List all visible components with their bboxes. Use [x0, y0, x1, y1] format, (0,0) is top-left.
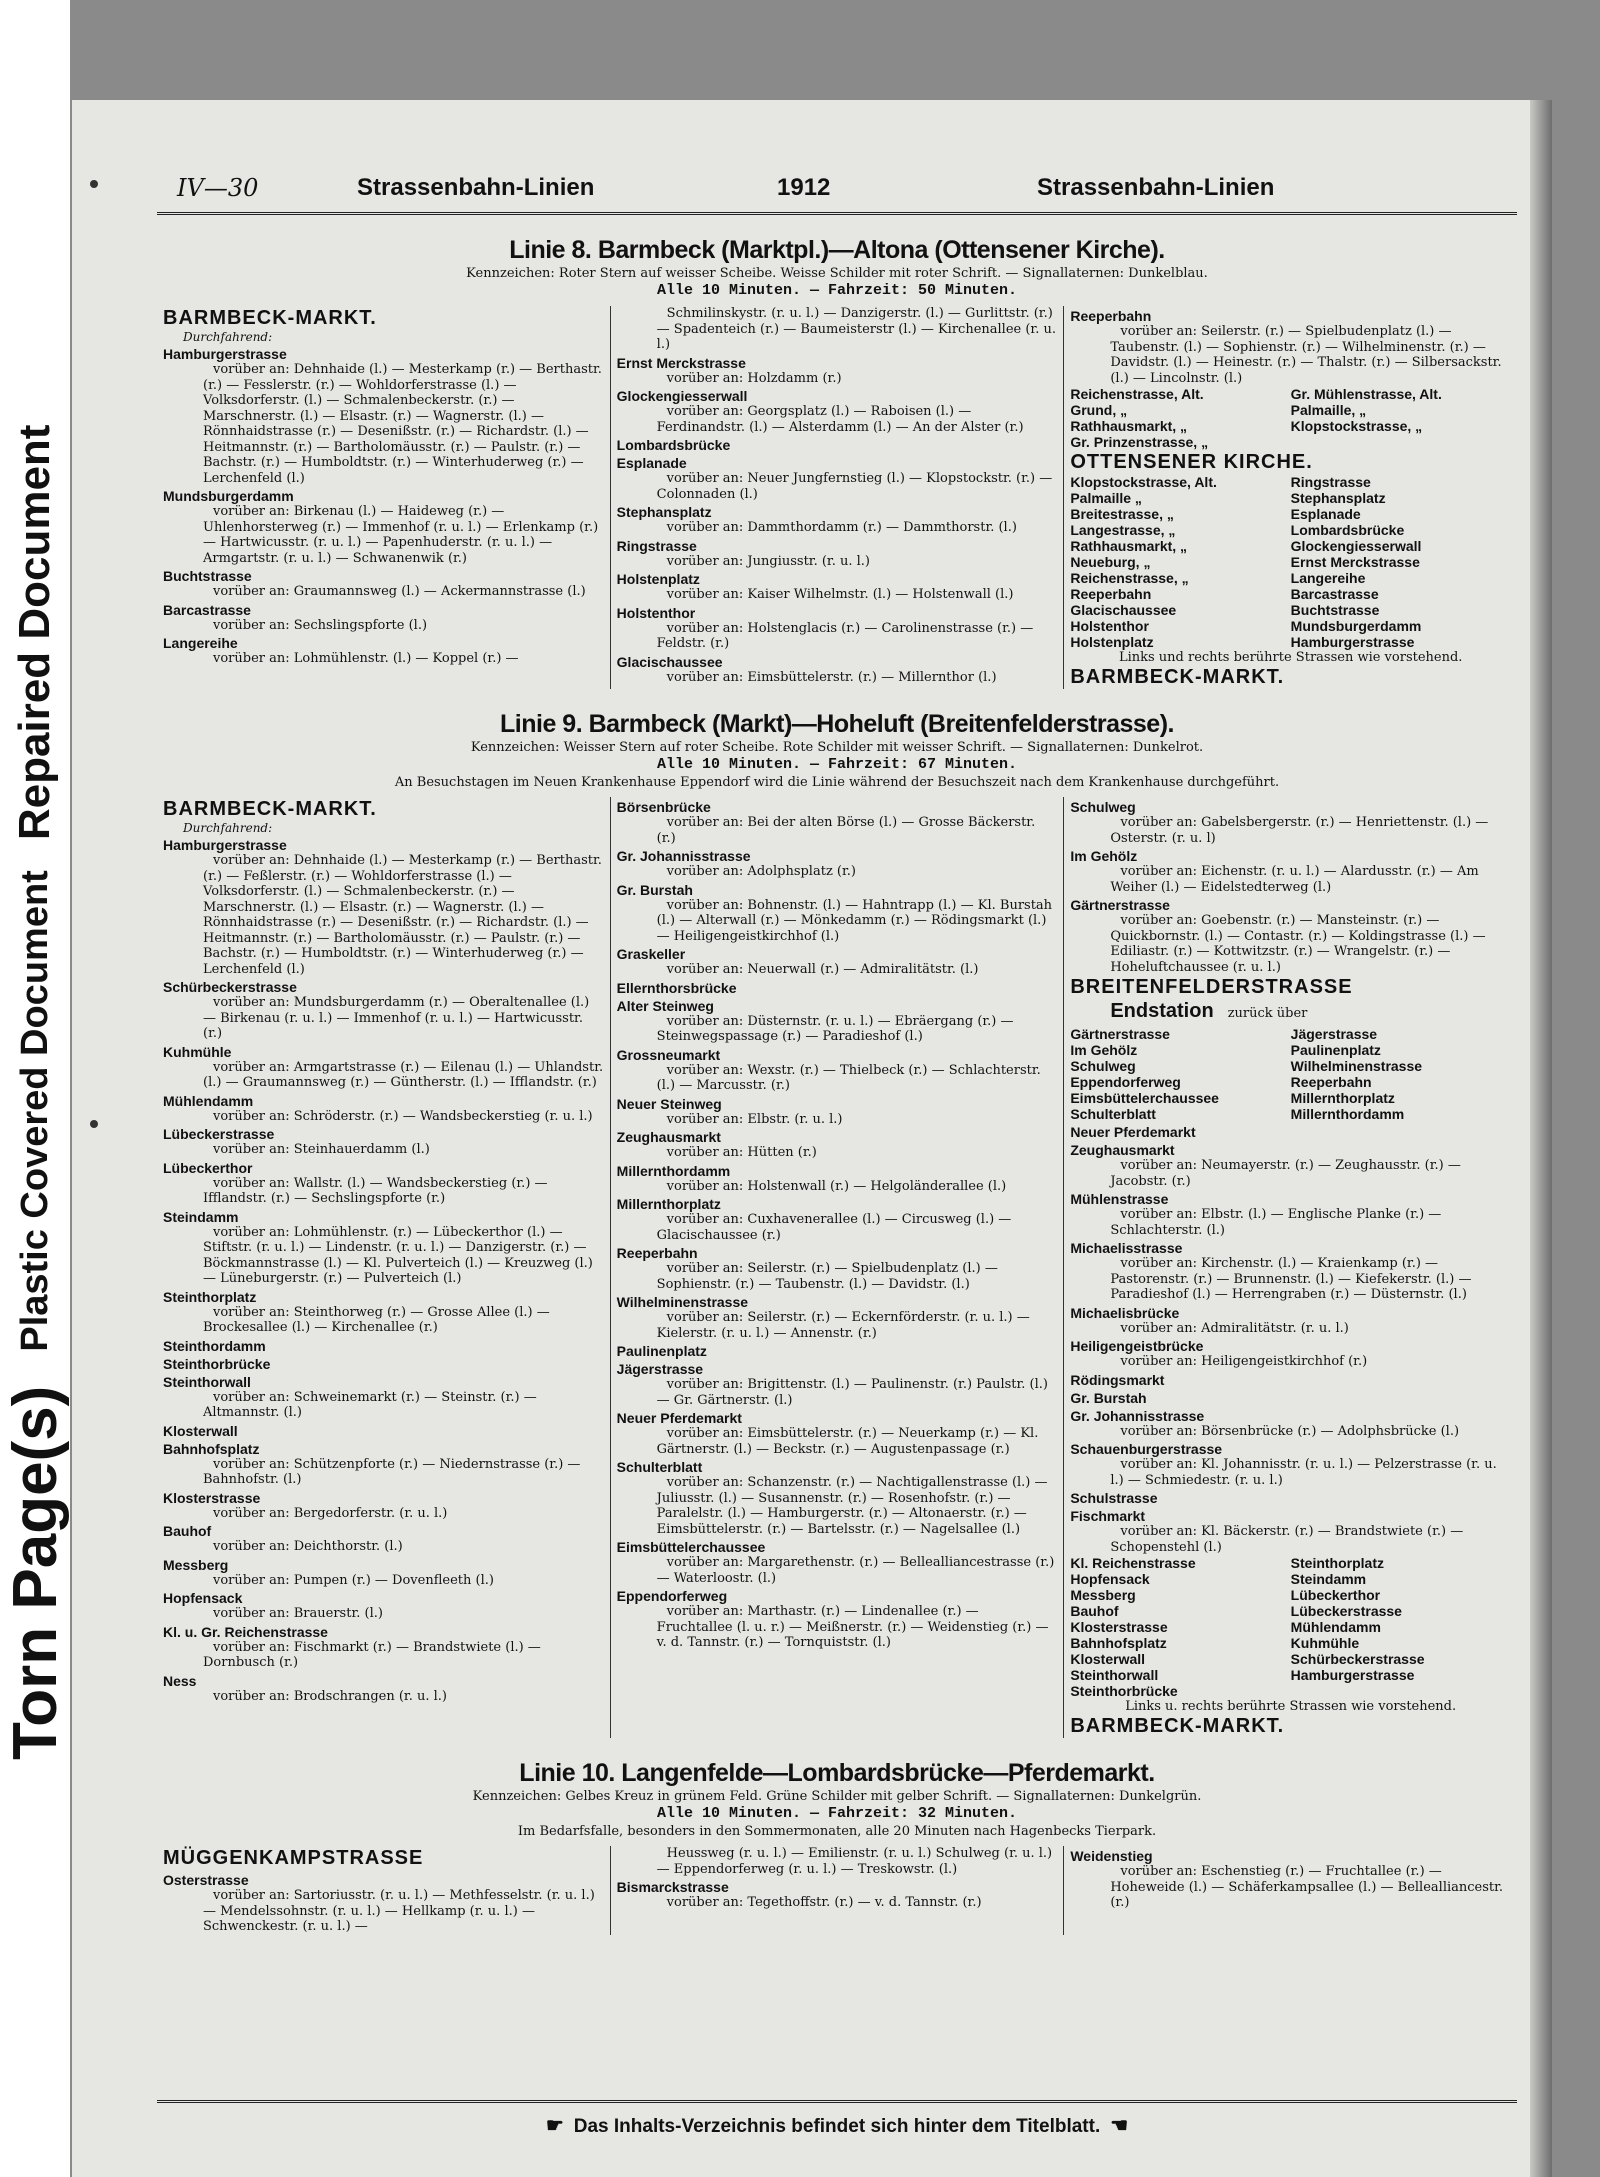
line-9-return-streets-2: [1070, 1555, 1511, 1699]
grid-street: Ernst Merckstrasse: [1290, 554, 1420, 570]
grid-street: Langestrasse, „: [1070, 522, 1176, 538]
street-name: Buchtstrasse: [163, 568, 252, 584]
street-passes: vorüber an: Birkenau (l.) — Haideweg (r.) — Uhlenhorsterweg (r.) — Immenhof (r. u. l.) — Erlenkamp (r.) — Hartwicusstr. (r. u. l.) — Papenhuderstr. (r. u. l.) — Armgartstr. (r. u. l.) — Schwanenwik (r.): [203, 504, 599, 566]
street-passes: vorüber an: Seilerstr. (r.) — Eckernförderstr. (r. u. l.) — Kielerstr. (r. u. l.) — Annenstr. (r.): [656, 1310, 1030, 1341]
line-9-col-3: [1063, 797, 1517, 1738]
street-name: Reeperbahn: [616, 1245, 698, 1261]
grid-street: Glacischaussee: [1070, 602, 1177, 618]
street-passes: vorüber an: Cuxhavenerallee (l.) — Circusweg (l.) — Glacischaussee (r.): [656, 1212, 1012, 1243]
street-name: Hopfensack: [163, 1590, 243, 1606]
grid-street: Mühlendamm: [1290, 1619, 1381, 1635]
street-name: Michaelisbrücke: [1070, 1304, 1180, 1321]
line-8-title: Linie 8. Barmbeck (Marktpl.)—Altona (Ottensener Kirche).: [509, 236, 1165, 264]
durchfahrend-label: Durchfahrend:: [183, 821, 273, 835]
street-name: Holstenplatz: [616, 571, 700, 587]
street-name: Zeughausmarkt: [1070, 1142, 1175, 1158]
line-9-kennzeichen: Kennzeichen: Weisser Stern auf roter Scheibe. Rote Schilder mit weisser Schrift. — Signallaternen: Dunkelrot.: [470, 740, 1204, 755]
street-name: Kl. u. Gr. Reichenstrasse: [163, 1623, 328, 1640]
street-name: Hamburgerstrasse: [163, 346, 287, 362]
grid-street: Messberg: [1070, 1587, 1136, 1603]
street-passes: vorüber an: Goebenstr. (r.) — Mansteinstr. (r.) — Quickbornstr. (l.) — Contastr. (r.) — Koldingstrasse (l.) — Ediliastr. (r.) — Kottwitzstr. (r.) — Wrangelstr. (r.) — Hoheluftchaussee (r. u. l.): [1110, 913, 1486, 975]
grid-street: Paulinenplatz: [1290, 1042, 1381, 1058]
grid-street: Grund, „: [1070, 402, 1128, 418]
line-9-final-stop: BARMBECK-MARKT.: [1070, 1715, 1285, 1737]
street-passes: vorüber an: Bergedorferstr. (r. u. l.): [213, 1505, 448, 1521]
street-name: Steinthordamm: [163, 1337, 266, 1354]
grid-street: Palmaille, „: [1290, 402, 1367, 418]
street-passes: vorüber an: Schanzenstr. (r.) — Nachtigallenstrasse (l.) — Juliusstr. (l.) — Susannenstr. (r.) — Rosenhofstr. (r.) — Paralelstr. (l.) — Hamburgerstr. (r.) — Altonaerstr. (r.) — Eimsbüttelerstr. (r.) — Bartelsstr. (r.) — Nagelsallee (l.): [656, 1475, 1048, 1537]
street-name: Schulstrasse: [1070, 1490, 1158, 1506]
grid-street: Klosterwall: [1070, 1651, 1146, 1667]
grid-street: Langereihe: [1290, 570, 1366, 586]
line-8-col-2: [610, 306, 1064, 689]
grid-street: Mundsburgerdamm: [1290, 618, 1422, 634]
line-10-note: Im Bedarfsfalle, besonders in den Sommermonaten, alle 20 Minuten nach Hagenbecks Tierpark.: [517, 1824, 1157, 1839]
street-passes: vorüber an: Dammthordamm (r.) — Dammthorstr. (l.): [666, 520, 1017, 535]
grid-street: Steinthorplatz: [1290, 1555, 1385, 1571]
line-8-final-stop: BARMBECK-MARKT.: [1070, 666, 1285, 688]
street-passes: vorüber an: Eichenstr. (r. u. l.) — Alardusstr. (r.) — Am Weiher (l.) — Eidelstedterweg (l.): [1110, 864, 1479, 895]
plastic-covered-label: Plastic Covered Document: [13, 870, 56, 1352]
street-name: Börsenbrücke: [616, 799, 711, 815]
street-name: Gärtnerstrasse: [1070, 897, 1170, 913]
street-passes: vorüber an: Brigittenstr. (l.) — Paulinenstr. (r.) Paulstr. (l.) — Gr. Gärtnerstr. (l.): [656, 1377, 1048, 1408]
street-name: Lübeckerstrasse: [163, 1126, 275, 1142]
stop-heading: MÜGGENKAMPSTRASSE: [163, 1847, 424, 1869]
grid-street: Stephansplatz: [1290, 490, 1386, 506]
street-name: Bauhof: [163, 1523, 212, 1539]
line-9-return-streets-1: [1070, 1026, 1511, 1122]
street-passes: vorüber an: Steinthorweg (r.) — Grosse Allee (l.) — Brockesallee (l.) — Kirchenallee (r.): [203, 1304, 550, 1335]
grid-street: Millernthordamm: [1290, 1106, 1405, 1122]
pointing-hand-icon: ☚: [1110, 2115, 1129, 2137]
street-passes: vorüber an: Graumannsweg (l.) — Ackermannstrasse (l.): [213, 584, 586, 599]
line-8-alt-streets: [1070, 386, 1511, 450]
line-10-kennzeichen: Kennzeichen: Gelbes Kreuz in grünem Feld. Grüne Schilder mit gelber Schrift. — Signallaternen: Dunkelgrün.: [472, 1789, 1202, 1804]
street-name: Glockengiesserwall: [616, 388, 748, 404]
grid-street: Reeperbahn: [1070, 586, 1152, 602]
street-name: Gr. Johannisstrasse: [1070, 1407, 1205, 1424]
street-name: Esplanade: [616, 455, 687, 471]
street-passes: vorüber an: Hütten (r.): [666, 1145, 817, 1160]
line-9-endstation: [1070, 999, 1511, 1026]
street-passes: Schmilinskystr. (r. u. l.) — Danzigerstr. (l.) — Gurlittstr. (r.) — Spadenteich (r.) — Baumeisterstr (l.) — Kirchenallee (r. u. l.): [656, 306, 1056, 352]
street-passes: vorüber an: Deichthorstr. (l.): [213, 1539, 403, 1554]
grid-street: Wilhelminenstrasse: [1290, 1058, 1423, 1074]
street-name: Gr. Burstah: [1070, 1389, 1147, 1406]
street-name: Weidenstieg: [1070, 1848, 1153, 1864]
street-passes: vorüber an: Holzdamm (r.): [666, 370, 842, 386]
street-name: Eppendorferweg: [616, 1588, 728, 1604]
line-9-col-3-mid: [1070, 1124, 1511, 1555]
street-passes: vorüber an: Admiralitätstr. (r. u. l.): [1120, 1320, 1349, 1336]
header-left-title: Strassenbahn-Linien: [357, 174, 595, 201]
street-passes: vorüber an: Schützenpforte (r.) — Niedernstrasse (r.) — Bahnhofstr. (l.): [203, 1456, 581, 1487]
street-passes: vorüber an: Georgsplatz (l.) — Raboisen (l.) — Ferdinandstr. (l.) — Alsterdamm (l.) — An der Alster (r.): [656, 404, 1024, 435]
grid-street: Klopstockstrasse, „: [1290, 418, 1423, 434]
street-passes: vorüber an: Armgartstrasse (r.) — Eilenau (l.) — Uhlandstr. (l.) — Graumannsweg (r.) — Güntherstr. (l.) — Ifflandstr. (r.): [203, 1059, 604, 1090]
street-name: Schulterblatt: [616, 1459, 703, 1475]
line-8-terminus: OTTENSENER KIRCHE.: [1070, 451, 1313, 473]
street-name: Hamburgerstrasse: [163, 837, 287, 853]
street-name: Bismarckstrasse: [616, 1879, 729, 1895]
street-name: Reeperbahn: [1070, 308, 1152, 324]
line-9-title: Linie 9. Barmbeck (Markt)—Hoheluft (Breitenfelderstrasse).: [500, 710, 1174, 738]
grid-street: Hamburgerstrasse: [1290, 634, 1415, 650]
grid-street: Esplanade: [1290, 506, 1361, 522]
street-passes: vorüber an: Margarethenstr. (r.) — Bellealliancestrasse (r.) — Waterloostr. (l.): [656, 1555, 1055, 1586]
repaired-document-label: Repaired Document: [10, 424, 59, 841]
street-name: Langereihe: [163, 635, 238, 651]
street-passes: vorüber an: Mundsburgerdamm (r.) — Oberaltenallee (l.) — Birkenau (r. u. l.) — Immenhof (r. u. l.) — Hartwicusstr. (r.): [203, 995, 590, 1041]
line-8-col-1: [157, 306, 610, 689]
street-passes: vorüber an: Tegethoffstr. (r.) — v. d. Tannstr. (r.): [666, 1895, 982, 1910]
grid-street: Steinthorwall: [1070, 1667, 1159, 1683]
grid-street: Schürbeckerstrasse: [1290, 1651, 1425, 1667]
street-passes: vorüber an: Marthastr. (r.) — Lindenallee (r.) — Fruchtallee (l. u. r.) — Meißnerstr. (r.) — Weidenstieg (r.) — v. d. Tannstr. (r.) — Tornquiststr. (l.): [656, 1604, 1049, 1650]
street-passes: vorüber an: Steinhauerdamm (l.): [213, 1142, 430, 1157]
grid-street: Bahnhofsplatz: [1070, 1635, 1167, 1651]
line-8-col-3: [1063, 306, 1517, 689]
stop-heading: BARMBECK-MARKT.: [163, 307, 377, 329]
page-footer: [157, 2100, 1517, 2138]
street-name: Holstenthor: [616, 604, 696, 621]
line-10-col-2: [610, 1846, 1064, 1935]
page-header: [157, 170, 1517, 215]
line-8-return-note: Links und rechts berührte Strassen wie vorstehend.: [1118, 650, 1463, 665]
grid-street: Breitestrasse, „: [1070, 506, 1174, 522]
grid-street: Rathhausmarkt, „: [1070, 418, 1188, 434]
street-passes: vorüber an: Holstenglacis (r.) — Carolinenstrasse (r.) — Feldstr. (r.): [656, 620, 1034, 651]
footer-text: Das Inhalts-Verzeichnis befindet sich hinter dem Titelblatt.: [573, 2116, 1101, 2137]
street-passes: vorüber an: Wallstr. (l.) — Wandsbeckerstieg (r.) — Ifflandstr. (r.) — Sechslingspforte (r.): [203, 1175, 548, 1206]
street-passes: vorüber an: Düsternstr. (r. u. l.) — Ebräergang (r.) — Steinwegspassage (r.) — Paradieshof (l.): [656, 1013, 1014, 1044]
grid-street: Steinthorbrücke: [1070, 1683, 1178, 1699]
street-name: Steinthorbrücke: [163, 1355, 271, 1372]
street-name: Rödingsmarkt: [1070, 1371, 1165, 1388]
grid-street: Bauhof: [1070, 1603, 1119, 1619]
line-8-kennzeichen: Kennzeichen: Roter Stern auf weisser Scheibe. Weisse Schilder mit roter Schrift. — Signallaternen: Dunkelblau.: [466, 266, 1208, 281]
street-name: Eimsbüttelerchaussee: [616, 1539, 766, 1555]
line-9-return-note: Links u. rechts berührte Strassen wie vorstehend.: [1125, 1699, 1457, 1714]
street-passes: Heussweg (r. u. l.) — Emilienstr. (r. u. l.) Schulweg (r. u. l.) — Eppendorferweg (r. u. l.) — Treskowstr. (l.): [656, 1846, 1053, 1877]
street-name: Neuer Steinweg: [616, 1095, 722, 1112]
street-passes: vorüber an: Kirchenstr. (l.) — Kraienkamp (r.) — Pastorenstr. (r.) — Brunnenstr. (l.) — Kiefekerstr. (l.) — Paradieshof (l.) — Herrengraben (r.) — Düsternstr. (l.): [1110, 1256, 1472, 1302]
street-name: Mundsburgerdamm: [163, 488, 294, 504]
street-name: Steinthorwall: [163, 1373, 251, 1390]
stop-heading: BARMBECK-MARKT.: [163, 798, 377, 820]
grid-street: Hopfensack: [1070, 1571, 1150, 1587]
street-name: Neuer Pferdemarkt: [616, 1410, 742, 1426]
street-name: Klosterstrasse: [163, 1489, 261, 1506]
street-passes: vorüber an: Dehnhaide (l.) — Mesterkamp (r.) — Berthastr. (r.) — Fesslerstr. (r.) — Wohldorferstrasse (l.) — Volksdorferstr. (l.) — Schmalenbeckerstr. (r.) — Marschnerstr. (l.) — Elsastr. (r.) — Wagnerstr. (l.) — Rönnhaidstrasse (r.) — Desenißstr. (r.) — Richardstr. (l.) — Heitmannstr. (r.) — Bartholomäusstr. (r.) — Paulstr. (r.) — Bachstr. (r.) — Humboldtstr. (r.) — Winterhuderweg (r.) — Lerchenfeld (l.): [203, 362, 602, 486]
grid-street: Eimsbüttelerchaussee: [1070, 1090, 1219, 1106]
street-name: Kuhmühle: [163, 1043, 232, 1060]
grid-street: Eppendorferweg: [1070, 1074, 1181, 1090]
street-name: Gr. Burstah: [616, 881, 693, 898]
street-passes: vorüber an: Seilerstr. (r.) — Spielbudenplatz (l.) — Sophienstr. (r.) — Taubenstr. (l.) — Davidstr. (l.): [656, 1261, 998, 1292]
street-passes: vorüber an: Lohmühlenstr. (r.) — Lübeckerthor (l.) — Stiftstr. (r. u. l.) — Lindenstr. (r. u. l.) — Danzigerstr. (r.) — Böckmannstrasse (l.) — Kl. Pulverteich (l.) — Kreuzweg (l.) — Lüneburgerstr. (r.) — Pulverteich (l.): [203, 1224, 593, 1286]
street-passes: vorüber an: Brodschrangen (r. u. l.): [213, 1688, 447, 1704]
street-name: Messberg: [163, 1556, 229, 1573]
line-10-section: [157, 1758, 1517, 1935]
street-passes: vorüber an: Sartoriusstr. (r. u. l.) — Methfesselstr. (r. u. l.) — Mendelssohnstr. (r. u. l.) — Hellkamp (r. u. l.) — Schwenckestr. (r. u. l.) —: [203, 1888, 595, 1934]
street-passes: vorüber an: Neuerwall (r.) — Admiralitätstr. (l.): [666, 962, 979, 977]
grid-street: Holstenplatz: [1070, 634, 1154, 650]
endstation-note: zurück über: [1227, 1006, 1308, 1021]
street-passes: vorüber an: Jungiusstr. (r. u. l.): [666, 553, 870, 569]
line-9-frequency: Alle 10 Minuten. — Fahrzeit: 67 Minuten.: [656, 756, 1018, 773]
street-name: Im Gehölz: [1070, 848, 1138, 864]
street-name: Grossneumarkt: [616, 1046, 721, 1063]
street-name: Michaelisstrasse: [1070, 1240, 1183, 1256]
punch-hole-icon: [90, 180, 98, 188]
grid-street: Buchtstrasse: [1290, 602, 1380, 618]
grid-street: Glockengiesserwall: [1290, 538, 1422, 554]
line-10-title: Linie 10. Langenfelde—Lombardsbrücke—Pferdemarkt.: [519, 1759, 1155, 1787]
line-9-note: An Besuchstagen im Neuen Krankenhause Eppendorf wird die Linie während der Besuchszeit nach dem Krankenhause durchgeführt.: [394, 775, 1280, 790]
street-name: Schauenburgerstrasse: [1070, 1441, 1223, 1457]
grid-street: Neueburg, „: [1070, 554, 1151, 570]
street-name: Ringstrasse: [616, 537, 697, 554]
street-passes: vorüber an: Elbstr. (r. u. l.): [666, 1111, 843, 1127]
street-passes: vorüber an: Neuer Jungfernstieg (l.) — Klopstockstr. (r.) — Colonnaden (l.): [656, 471, 1053, 502]
grid-street: Lombardsbrücke: [1290, 522, 1405, 538]
grid-street: Rathhausmarkt, „: [1070, 538, 1188, 554]
street-passes: vorüber an: Eschenstieg (r.) — Fruchtallee (r.) — Hoheweide (l.) — Schäferkampsallee (l.) — Bellealliancestr. (r.): [1110, 1864, 1504, 1910]
street-passes: vorüber an: Neumayerstr. (r.) — Zeughausstr. (r.) — Jacobstr. (r.): [1110, 1158, 1461, 1189]
street-name: Glacischaussee: [616, 653, 723, 670]
line-8-section: [157, 235, 1517, 689]
page-content: [157, 170, 1517, 2160]
grid-street: Klopstockstrasse, Alt.: [1070, 474, 1217, 490]
grid-street: Barcastrasse: [1290, 586, 1379, 602]
street-name: Heiligengeistbrücke: [1070, 1338, 1204, 1354]
street-passes: vorüber an: Eimsbüttelerstr. (r.) — Millernthor (l.): [666, 669, 997, 685]
street-passes: vorüber an: Heiligengeistkirchhof (r.): [1120, 1354, 1368, 1369]
grid-street: Jägerstrasse: [1290, 1026, 1378, 1042]
grid-street: Reeperbahn: [1290, 1074, 1372, 1090]
street-passes: vorüber an: Bohnenstr. (l.) — Hahntrapp (l.) — Kl. Burstah (l.) — Alterwall (r.) — Mönkedamm (r.) — Rödingsmarkt (l.) — Heiligengeistkirchhof (l.): [656, 897, 1053, 944]
street-name: Stephansplatz: [616, 504, 712, 520]
street-name: Mühlendamm: [163, 1092, 254, 1109]
street-name: Ernst Merckstrasse: [616, 354, 746, 371]
street-name: Barcastrasse: [163, 601, 251, 618]
grid-street: Schulterblatt: [1070, 1106, 1156, 1122]
line-10-col-3: [1063, 1846, 1517, 1935]
header-year: 1912: [777, 174, 831, 201]
line-9-col-2: [610, 797, 1064, 1738]
grid-street: Palmaille „: [1070, 490, 1142, 506]
street-name: Steindamm: [163, 1208, 239, 1225]
grid-street: Kuhmühle: [1290, 1635, 1360, 1651]
line-9-section: [157, 709, 1517, 1738]
street-name: Jägerstrasse: [616, 1361, 704, 1377]
grid-street: Klosterstrasse: [1070, 1619, 1168, 1635]
street-passes: vorüber an: Pumpen (r.) — Dovenfleeth (l.): [213, 1572, 494, 1588]
street-passes: vorüber an: Wexstr. (r.) — Thielbeck (r.) — Schlachterstr. (l.) — Marcusstr. (r.): [656, 1062, 1041, 1093]
grid-street: Gr. Mühlenstrasse, Alt.: [1290, 386, 1442, 402]
street-passes: vorüber an: Adolphsplatz (r.): [666, 864, 856, 879]
line-9-terminus: BREITENFELDERSTRASSE: [1070, 976, 1353, 998]
pointing-hand-icon: ☛: [545, 2115, 564, 2137]
grid-street: Holstenthor: [1070, 618, 1149, 634]
street-name: Lombardsbrücke: [616, 437, 731, 453]
street-name: Schulweg: [1070, 799, 1136, 815]
street-passes: vorüber an: Fischmarkt (r.) — Brandstwiete (l.) — Dornbusch (r.): [203, 1639, 541, 1670]
street-name: Fischmarkt: [1070, 1508, 1146, 1524]
street-name: Neuer Pferdemarkt: [1070, 1124, 1196, 1140]
grid-street: Kl. Reichenstrasse: [1070, 1555, 1196, 1571]
street-name: Paulinenplatz: [616, 1343, 707, 1359]
torn-pages-label: Torn Page(s): [0, 1385, 70, 1760]
line-10-col-1: [157, 1846, 610, 1935]
street-passes: vorüber an: Gabelsbergerstr. (r.) — Henriettenstr. (l.) — Osterstr. (r. u. l): [1110, 815, 1489, 846]
grid-street: Gärtnerstrasse: [1070, 1026, 1170, 1042]
street-passes: vorüber an: Schweinemarkt (r.) — Steinstr. (r.) — Altmannstr. (l.): [203, 1389, 537, 1420]
grid-street: Reichenstrasse, „: [1070, 570, 1189, 586]
grid-street: Im Gehölz: [1070, 1042, 1138, 1058]
punch-hole-icon: [90, 1120, 98, 1128]
street-name: Bahnhofsplatz: [163, 1440, 260, 1457]
line-9-col-1: [157, 797, 610, 1738]
street-passes: vorüber an: Seilerstr. (r.) — Spielbudenplatz (l.) — Taubenstr. (l.) — Sophienstr. (r.) — Wilhelminenstr. (r.) — Davidstr. (l.) — Heinestr. (r.) — Thalstr. (r.) — Silbersackstr. (l.) — Lincolnstr. (l.): [1110, 324, 1502, 386]
grid-street: Ringstrasse: [1290, 474, 1371, 490]
street-passes: vorüber an: Bei der alten Börse (l.) — Grosse Bäckerstr. (r.): [656, 815, 1036, 846]
line-9-col-3-top: [1070, 799, 1511, 975]
street-name: Ness: [163, 1672, 197, 1689]
street-name: Klosterwall: [163, 1422, 238, 1439]
street-name: Alter Steinweg: [616, 997, 714, 1014]
street-passes: vorüber an: Holstenwall (r.) — Helgoländerallee (l.): [666, 1178, 1007, 1194]
street-passes: vorüber an: Elbstr. (l.) — Englische Planke (r.) — Schlachterstr. (l.): [1110, 1207, 1442, 1238]
line-8-col-3-top: [1070, 308, 1511, 386]
street-name: Schürbeckerstrasse: [163, 979, 297, 995]
street-passes: vorüber an: Dehnhaide (l.) — Mesterkamp (r.) — Berthastr. (r.) — Feßlerstr. (r.) — Wohldorferstrasse (l.) — Volksdorferstr. (l.) — Schmalenbeckerstr. (r.) — Marschnerstr. (l.) — Elsastr. (r.) — Wagnerstr. (l.) — Rönnhaidstrasse (r.) — Desenißstr. (r.) — Richardstr. (l.) — Heitmannstr. (r.) — Bartholomäusstr. (r.) — Paulstr. (r.) — Bachstr. (r.) — Humboldtstr. (r.) — Winterhuderweg (r.) — Lerchenfeld (l.): [203, 853, 602, 977]
street-passes: vorüber an: Brauerstr. (l.): [213, 1606, 383, 1621]
street-name: Zeughausmarkt: [616, 1129, 721, 1145]
street-name: Millernthorplatz: [616, 1196, 721, 1212]
street-name: Ellernthorsbrücke: [616, 979, 737, 996]
street-passes: vorüber an: Sechslingspforte (l.): [213, 617, 428, 633]
grid-street: [1291, 1683, 1511, 1699]
street-name: Millernthordamm: [616, 1162, 731, 1179]
street-name: Gr. Johannisstrasse: [616, 848, 751, 864]
street-passes: vorüber an: Börsenbrücke (r.) — Adolphsbrücke (l.): [1120, 1423, 1460, 1439]
grid-street: [1291, 434, 1511, 450]
line-8-frequency: Alle 10 Minuten. — Fahrzeit: 50 Minuten.: [656, 282, 1018, 299]
endstation-label: Endstation: [1110, 1000, 1214, 1022]
street-passes: vorüber an: Kaiser Wilhelmstr. (l.) — Holstenwall (l.): [666, 587, 1014, 602]
header-right-title: Strassenbahn-Linien: [1037, 174, 1275, 201]
street-passes: vorüber an: Kl. Johannisstr. (r. u. l.) — Pelzerstrasse (r. u. l.) — Schmiedestr. (r. u. l.): [1110, 1457, 1497, 1488]
street-name: Mühlenstrasse: [1070, 1191, 1169, 1207]
grid-street: Lübeckerstrasse: [1290, 1603, 1402, 1619]
street-name: Lübeckerthor: [163, 1159, 253, 1176]
line-10-frequency: Alle 10 Minuten. — Fahrzeit: 32 Minuten.: [656, 1805, 1018, 1822]
grid-street: Millernthorplatz: [1290, 1090, 1395, 1106]
grid-street: Reichenstrasse, Alt.: [1070, 386, 1204, 402]
line-8-return-streets: [1070, 474, 1511, 650]
grid-street: Hamburgerstrasse: [1290, 1667, 1415, 1683]
street-name: Steinthorplatz: [163, 1288, 257, 1305]
grid-street: Lübeckerthor: [1290, 1587, 1381, 1603]
durchfahrend-label: Durchfahrend:: [183, 330, 273, 344]
street-name: Graskeller: [616, 946, 686, 962]
street-passes: vorüber an: Schröderstr. (r.) — Wandsbeckerstieg (r. u. l.): [213, 1108, 593, 1124]
side-label-strip: [0, 0, 70, 2177]
street-name: Wilhelminenstrasse: [616, 1294, 749, 1310]
street-passes: vorüber an: Kl. Bäckerstr. (r.) — Brandstwiete (r.) — Schopenstehl (l.): [1110, 1524, 1464, 1555]
grid-street: Schulweg: [1070, 1058, 1136, 1074]
page-number: IV—30: [177, 174, 259, 202]
grid-street: Steindamm: [1290, 1571, 1367, 1587]
street-name: Osterstrasse: [163, 1872, 249, 1888]
street-passes: vorüber an: Lohmühlenstr. (l.) — Koppel (r.) —: [213, 651, 519, 666]
grid-street: Gr. Prinzenstrasse, „: [1070, 434, 1209, 450]
scanned-page: [72, 100, 1552, 2177]
street-passes: vorüber an: Eimsbüttelerstr. (r.) — Neuerkamp (r.) — Kl. Gärtnerstr. (l.) — Beckstr. (r.) — Augustenpassage (r.): [656, 1426, 1039, 1457]
